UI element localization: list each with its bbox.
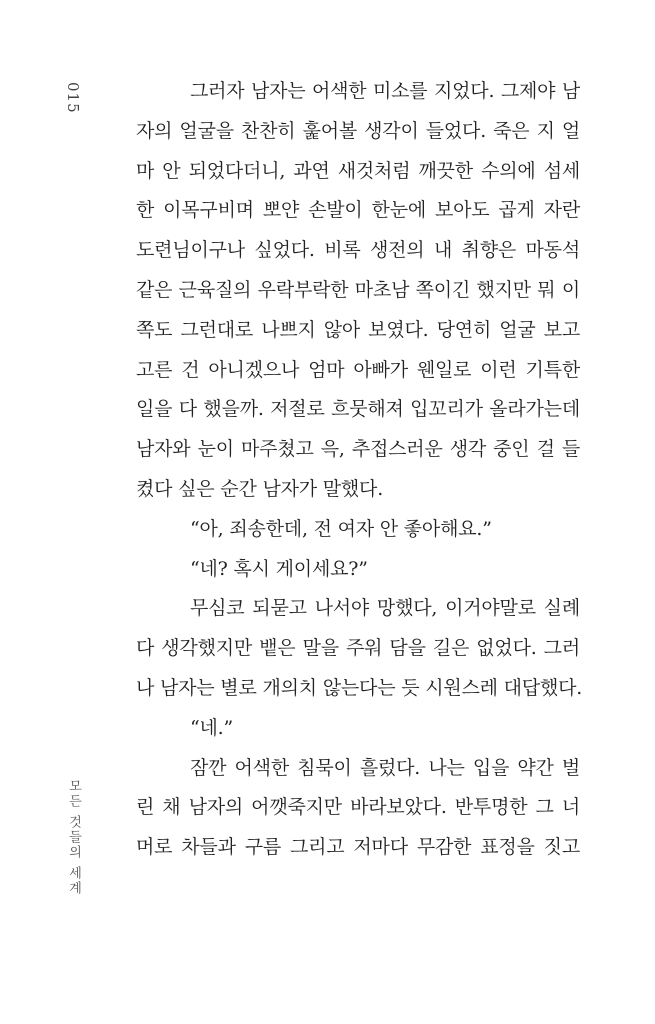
- text-line: 고른 건 아니겠으나 엄마 아빠가 웬일로 이런 기특한: [136, 358, 580, 381]
- body-text: [136, 72, 583, 868]
- text-line: 같은 근육질의 우락부락한 마초남 쪽이긴 했지만 뭐 이: [136, 278, 580, 301]
- text-line: 일을 다 했을까. 저절로 흐뭇해져 입꼬리가 올라가는데: [136, 398, 580, 421]
- running-title: 모든 것들의 세계: [66, 779, 81, 897]
- text-line: 마 안 되었다더니, 과연 새것처럼 깨끗한 수의에 섬세: [136, 159, 580, 182]
- dialogue-line: “아, 죄송한데, 전 여자 안 좋아해요.”: [190, 517, 492, 540]
- text-line: 잠깐 어색한 침묵이 흘렀다. 나는 입을 약간 벌: [190, 756, 580, 779]
- text-line: 다 생각했지만 뱉은 말을 주워 담을 길은 없었다. 그러: [136, 637, 580, 660]
- dialogue-line: “네.”: [190, 716, 234, 739]
- text-line: 린 채 남자의 어깻죽지만 바라보았다. 반투명한 그 너: [136, 796, 580, 819]
- text-line: 한 이목구비며 뽀얀 손발이 한눈에 보아도 곱게 자란: [136, 199, 580, 222]
- text-line: 그러자 남자는 어색한 미소를 지었다. 그제야 남: [190, 80, 580, 102]
- text-line: 자의 얼굴을 찬찬히 훑어볼 생각이 들었다. 죽은 지 얼: [136, 119, 580, 142]
- text-line: 무심코 되묻고 나서야 망했다, 이거야말로 실례: [190, 597, 580, 620]
- page-number: 015: [64, 82, 82, 114]
- text-line: 쪽도 그런대로 나쁘지 않아 보였다. 당연히 얼굴 보고: [136, 318, 580, 341]
- text-line: 머로 차들과 구름 그리고 저마다 무감한 표정을 짓고: [136, 836, 580, 859]
- text-line: 도련님이구나 싶었다. 비록 생전의 내 취향은 마동석: [136, 239, 580, 262]
- dialogue-line: “네? 혹시 게이세요?”: [190, 557, 368, 580]
- text-line: 켰다 싶은 순간 남자가 말했다.: [136, 477, 384, 500]
- text-line: 남자와 눈이 마주쳤고 윽, 추접스러운 생각 중인 걸 들: [136, 438, 580, 461]
- text-line: 나 남자는 별로 개의치 않는다는 듯 시원스레 대답했다.: [136, 676, 583, 699]
